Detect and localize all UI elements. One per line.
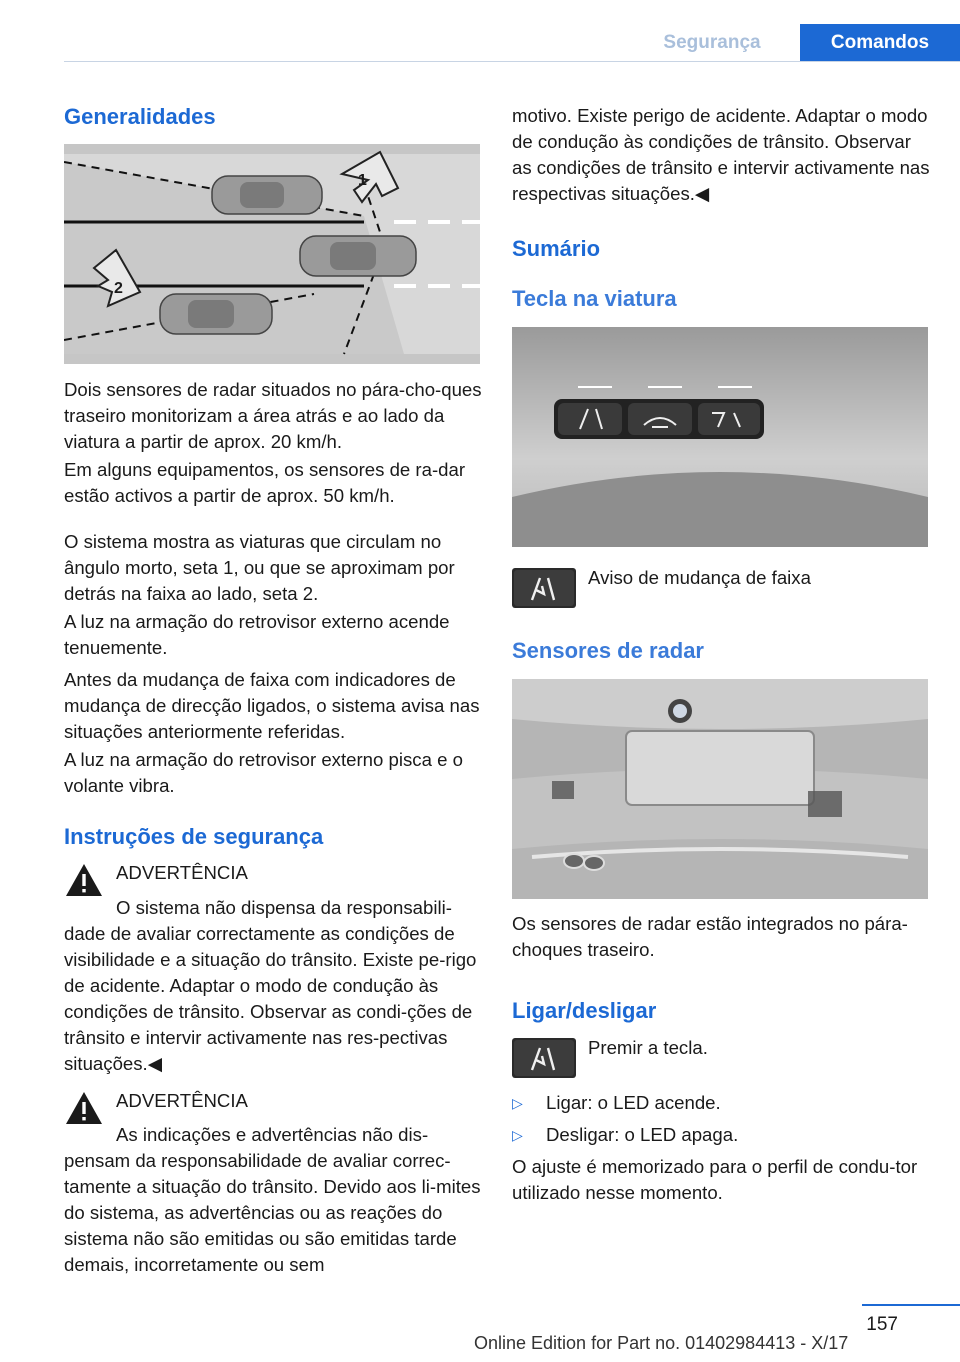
lane-change-key[interactable] bbox=[512, 1038, 576, 1078]
section-title-summary: Sumário bbox=[512, 236, 601, 261]
blind-spot-diagram-svg bbox=[64, 144, 480, 364]
paragraph-mirror-light: A luz na armação do retrovisor externo acende tenuemente. bbox=[64, 611, 450, 658]
switch-panel-svg bbox=[512, 327, 928, 547]
key-caption: Aviso de mudança de faixa bbox=[588, 567, 811, 588]
warning-1-label: ADVERTÊNCIA bbox=[116, 862, 248, 883]
rear-bumper-photo bbox=[512, 679, 928, 899]
warning-triangle-icon bbox=[64, 862, 104, 898]
lane-change-key bbox=[512, 568, 576, 608]
section-title-safety: Instruções de segurança bbox=[64, 824, 324, 849]
page-number: 157 bbox=[866, 1314, 898, 1335]
paragraph-equipment: Em alguns equipamentos, os sensores de ra-dar estão activos a partir de aprox. 50 km/h. bbox=[64, 459, 466, 506]
lane-change-warning-icon bbox=[512, 568, 576, 608]
warning-triangle-icon bbox=[64, 1090, 104, 1126]
arrow-1-label: 1 bbox=[358, 172, 367, 189]
switch-panel-photo bbox=[512, 327, 928, 547]
tab-seguranca[interactable]: Segurança bbox=[663, 32, 761, 53]
rear-bumper-svg bbox=[512, 679, 928, 899]
paragraph-sensors: Dois sensores de radar situados no pára-cho-ques traseiro monitorizam a área atrás e ao lado da viatura a partir de aprox. 20 km/h. bbox=[64, 379, 482, 452]
paragraph-profile: O ajuste é memorizado para o perfil de condu-tor utilizado nesse momento. bbox=[512, 1156, 918, 1203]
press-key-text: Premir a tecla. bbox=[588, 1037, 708, 1058]
list-item: Desligar: o LED apaga. bbox=[546, 1124, 739, 1145]
warning-1-text: dade de avaliar correctamente as condições de visibilidade e a situação do trânsito. Existe pe-rigo de acidente. Adaptar o modo de condução às condições de trânsito. Observar as condi-ções de trânsito e intervir activamente nas res-pectivas situações.◀ bbox=[64, 923, 477, 1074]
arrow-2-label: 2 bbox=[114, 280, 123, 297]
bullet-triangle-icon: ▷ bbox=[512, 1095, 523, 1111]
tab-comandos[interactable]: Comandos bbox=[800, 24, 960, 62]
subsection-title-onoff: Ligar/desligar bbox=[512, 998, 657, 1023]
header-bar bbox=[64, 24, 960, 62]
paragraph-mirror-blink: A luz na armação do retrovisor externo pisca e o volante vibra. bbox=[64, 749, 463, 796]
warning-2-text: pensam da responsabilidade de avaliar correc-tamente a situação do trânsito. Devido aos li-mites do sistema, as advertências ou as reações do sistema não são emitidas ou são emitidas tarde demais, incorretamente ou sem bbox=[64, 1150, 481, 1275]
warning-2-label: ADVERTÊNCIA bbox=[116, 1090, 248, 1111]
bullet-triangle-icon: ▷ bbox=[512, 1127, 523, 1143]
footer-divider bbox=[862, 1304, 960, 1306]
radar-caption: Os sensores de radar estão integrados no pára-choques traseiro. bbox=[512, 913, 908, 960]
blind-spot-diagram bbox=[64, 144, 480, 364]
warning-2-continuation: motivo. Existe perigo de acidente. Adaptar o modo de condução às condições de trânsito. Observar as condições de trânsito e intervir activamente nas respectivas situações.◀ bbox=[512, 105, 930, 204]
header-divider bbox=[64, 61, 960, 62]
list-item: Ligar: o LED acende. bbox=[546, 1092, 721, 1113]
warning-1-first-line: O sistema não dispensa da responsabili- bbox=[116, 897, 452, 918]
lane-change-warning-icon bbox=[512, 1038, 576, 1078]
edition-footer: Online Edition for Part no. 01402984413 - X/17 bbox=[474, 1333, 849, 1353]
subsection-title-radar: Sensores de radar bbox=[512, 638, 704, 663]
paragraph-display: O sistema mostra as viaturas que circulam no ângulo morto, seta 1, ou que se aproximam por detrás na faixa ao lado, seta 2. bbox=[64, 531, 455, 604]
section-title-generalidades: Generalidades bbox=[64, 104, 216, 129]
paragraph-lane-change: Antes da mudança de faixa com indicadores de mudança de direcção ligados, o sistema avisa nas situações anteriormente referidas. bbox=[64, 669, 480, 742]
warning-2-first-line: As indicações e advertências não dis- bbox=[116, 1124, 429, 1145]
subsection-title-key: Tecla na viatura bbox=[512, 286, 677, 311]
